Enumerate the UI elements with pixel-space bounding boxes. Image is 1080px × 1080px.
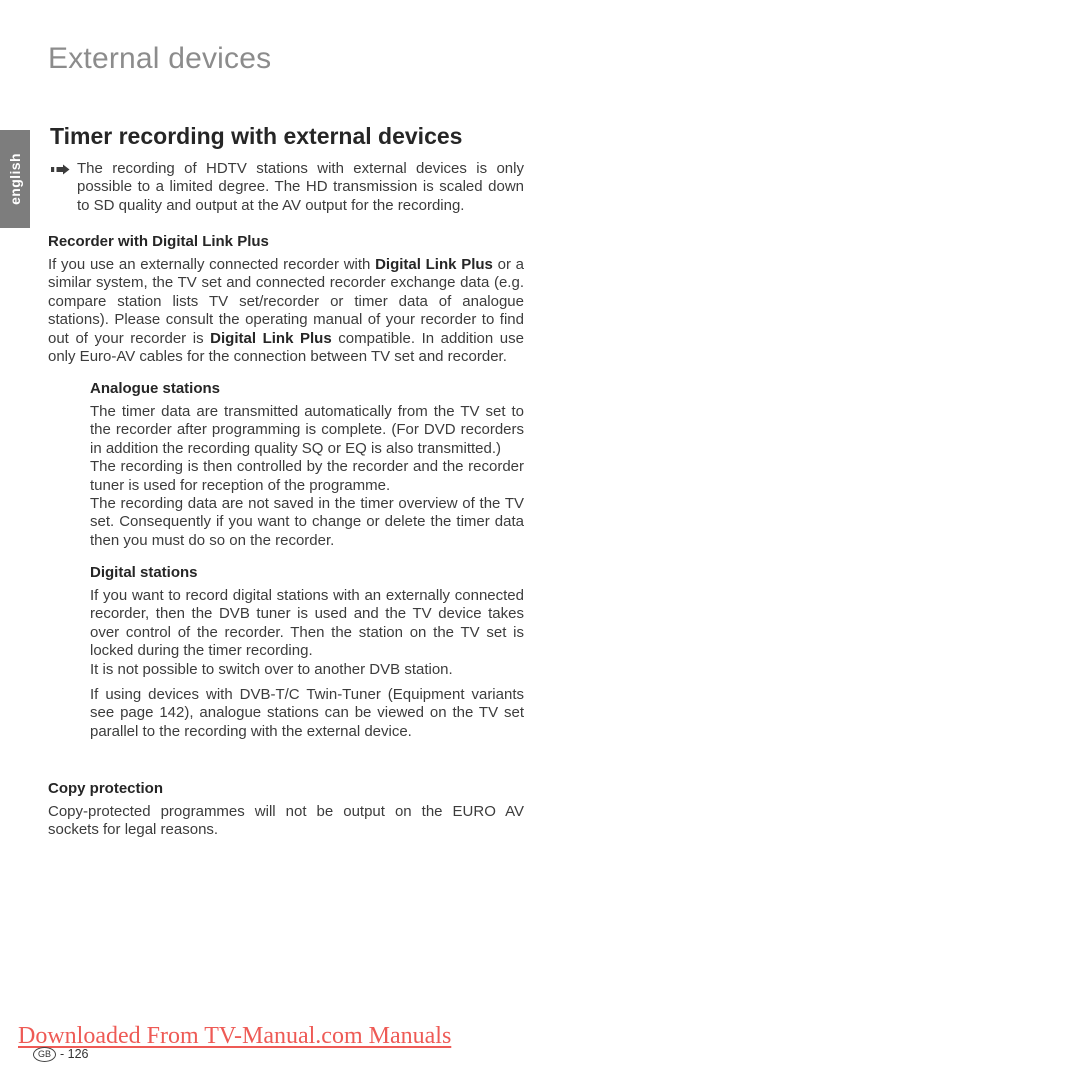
section-recorder-digital-link-plus <box>48 233 524 366</box>
section-copy-protection <box>48 780 524 840</box>
page-title: Timer recording with external devices <box>50 123 463 149</box>
section-paragraph: It is not possible to switch over to another DVB station. <box>90 660 453 678</box>
chapter-header: External devices <box>48 42 272 75</box>
region-badge: GB <box>33 1047 56 1062</box>
section-paragraph <box>48 256 524 366</box>
watermark-download-link[interactable]: Downloaded From TV-Manual.com Manuals <box>18 1023 452 1049</box>
section-paragraph: Copy-protected programmes will not be output on the EURO AV sockets for legal reasons. <box>48 803 524 839</box>
note-block <box>51 160 524 215</box>
section-analogue-stations <box>90 380 524 550</box>
section-heading: Recorder with Digital Link Plus <box>48 233 269 250</box>
bold-term: Digital Link Plus <box>210 329 332 347</box>
bold-term: Digital Link Plus <box>375 256 493 273</box>
section-paragraph: If using devices with DVB-T/C Twin-Tuner (Equipment variants see page 142), analogue stations can be viewed on the TV set parallel to the recording with the external device. <box>90 686 524 740</box>
section-paragraph: The recording data are not saved in the timer overview of the TV set. Consequently if you want to change or delete the timer data then you must do so on the recorder. <box>90 495 524 549</box>
section-heading: Digital stations <box>90 564 198 581</box>
paragraph-text: If you use an externally connected recorder with <box>48 256 376 273</box>
language-tab-label: english <box>7 153 23 205</box>
page-number <box>33 1047 89 1062</box>
section-heading: Copy protection <box>48 780 163 797</box>
section-paragraph: The recording is then controlled by the recorder and the recorder tuner is used for reception of the programme. <box>90 458 524 494</box>
page-number-text: - 126 <box>60 1047 89 1062</box>
arrow-right-icon <box>51 164 70 175</box>
language-tab-english <box>0 130 30 228</box>
section-digital-stations <box>90 564 524 741</box>
section-paragraph: If you want to record digital stations with an externally connected recorder, then the DVB tuner is used and the TV device takes over control of the recorder. Then the station on the TV set is locked during the timer recording. <box>90 587 524 660</box>
note-text: The recording of HDTV stations with external devices is only possible to a limited degree. The HD transmission is scaled down to SD quality and output at the AV output for the recording. <box>77 160 524 214</box>
paragraph-text: compatible. In addition use only Euro-AV cables for the connection between TV set and recorder. <box>48 329 524 366</box>
section-heading: Analogue stations <box>90 380 221 397</box>
paragraph-text: or a similar system, the TV set and connected recorder exchange data (e.g. compare station lists TV set/recorder or timer data of analogue stations). Please consult the operating manual of your recorder to find out of your recorder is <box>48 256 525 347</box>
section-paragraph: The timer data are transmitted automatically from the TV set to the recorder after programming is complete. (For DVD recorders in addition the recording quality SQ or EQ is also transmitted.) <box>90 403 524 457</box>
